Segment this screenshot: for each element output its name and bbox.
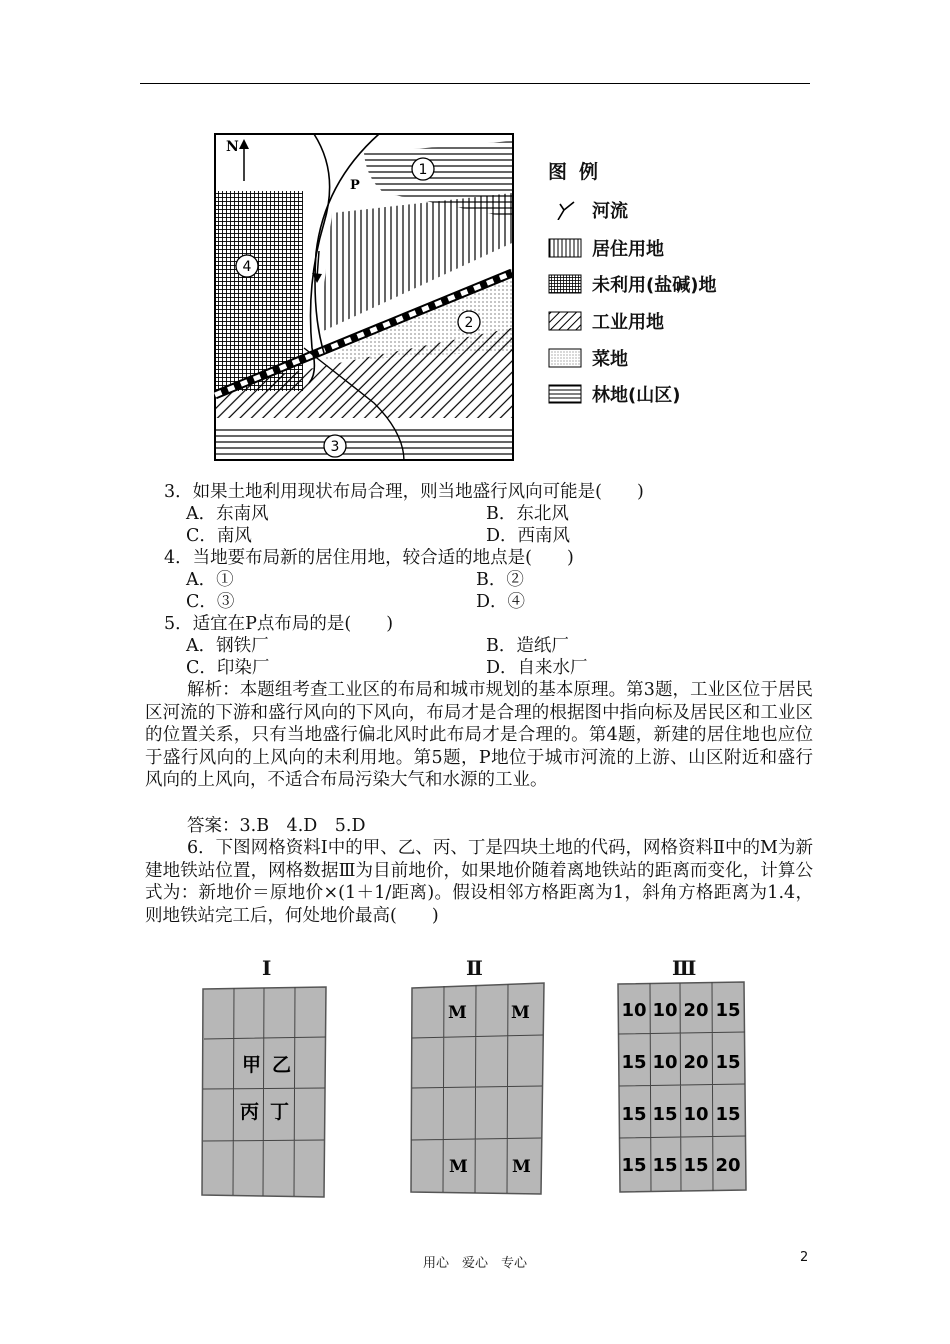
q4-option-d: D．④ (476, 592, 526, 612)
price-cell: 20 (683, 1052, 709, 1073)
footer-text: 用心 爱心 专心 (422, 1256, 527, 1271)
zone-3-area (215, 425, 513, 459)
price-cell: 15 (621, 1052, 647, 1073)
price-cell: 15 (621, 1155, 647, 1176)
q4-stem: 4．当地要布局新的居住用地，较合适的地点是( ) (164, 548, 574, 568)
north-label: N (226, 139, 239, 155)
q4-option-c: C．③ (186, 592, 235, 612)
q4-option-a: A．① (186, 570, 234, 590)
horizontal-hatch-icon (548, 384, 582, 404)
q5-option-a: A．钢铁厂 (186, 636, 269, 656)
legend-item-river: 河流 (548, 198, 628, 222)
legend-title: 图例 (548, 161, 611, 183)
metro-m-4: M (512, 1157, 531, 1177)
grid-3-title: Ⅲ (672, 956, 697, 980)
price-cell: 20 (715, 1155, 741, 1176)
q3-option-b: B．东北风 (486, 504, 569, 524)
metro-m-1: M (448, 1003, 467, 1023)
price-cell: 20 (683, 1000, 709, 1021)
price-cell: 10 (652, 1052, 678, 1073)
price-cell: 10 (621, 1000, 647, 1021)
page-number: 2 (800, 1250, 809, 1265)
price-cell: 15 (621, 1104, 647, 1125)
svg-text:2: 2 (464, 315, 474, 331)
grid-1-map (200, 985, 330, 1200)
grid-1-title: Ⅰ (262, 956, 272, 980)
q6-stem: 6．下图网格资料Ⅰ中的甲、乙、丙、丁是四块土地的代码，网格资料Ⅱ中的M为新建地铁站位置，网格数据Ⅲ为目前地价，如果地价随着离地铁站的距离而变化，计算公式为：新地价＝原地价×(1＋1/距离)。假设相邻方格距离为1，斜角方格距离为1.4，则地铁站完工后，何处地价最高( ) (145, 838, 813, 926)
answer-line: 答案：3.B 4.D 5.D (187, 816, 366, 836)
legend-item-vegetable: 菜地 (548, 346, 628, 370)
legend-item-industrial: 工业用地 (548, 309, 664, 333)
analysis-paragraph: 解析：本题组考查工业区的布局和城市规划的基本原理。第3题，工业区位于居民区河流的下游和盛行风向的下风向，布局才是合理的根据图中指向标及居民区和工业区的位置关系，只有当地盛行偏北风时此布局才是合理的。第4题，新建的居住地也应位于盛行风向的上风向的未利用地。第5题，P地位于城市河流的上游、山区附近和盛行风向的上风向，不适合布局污染大气和水源的工业。 (145, 680, 813, 790)
svg-text:4: 4 (242, 259, 252, 275)
q3-stem: 3．如果土地利用现状布局合理，则当地盛行风向可能是( ) (164, 482, 644, 502)
q5-stem: 5．适宜在P点布局的是( ) (164, 614, 394, 634)
dot-hatch-icon (548, 348, 582, 368)
q5-option-c: C．印染厂 (186, 658, 270, 678)
price-cell: 15 (683, 1155, 709, 1176)
river-legend-icon (548, 200, 582, 220)
legend-item-unused: 未利用(盐碱)地 (548, 272, 716, 296)
price-cell: 10 (683, 1104, 709, 1125)
price-cell: 15 (715, 1104, 741, 1125)
grid-3-map (614, 980, 750, 1200)
price-cell: 10 (652, 1000, 678, 1021)
land-use-map (214, 133, 514, 461)
svg-text:1: 1 (418, 162, 428, 178)
metro-m-3: M (449, 1157, 468, 1177)
q3-option-c: C．南风 (186, 526, 252, 546)
legend-item-forest: 林地(山区) (548, 382, 680, 406)
price-cell: 15 (715, 1000, 741, 1021)
header-rule (140, 83, 810, 84)
q4-option-b: B．② (476, 570, 524, 590)
diagonal-hatch-icon (548, 311, 582, 331)
price-cell: 15 (652, 1104, 678, 1125)
grid-2-title: Ⅱ (466, 956, 483, 980)
q3-option-a: A．东南风 (186, 504, 269, 524)
price-cell: 15 (652, 1155, 678, 1176)
cell-bing: 丙 (240, 1101, 260, 1123)
q5-option-d: D．自来水厂 (486, 658, 588, 678)
price-cell: 15 (715, 1052, 741, 1073)
grid-hatch-icon (548, 274, 582, 294)
q3-option-d: D．西南风 (486, 526, 571, 546)
cell-jia: 甲 (242, 1054, 262, 1076)
cell-yi: 乙 (272, 1054, 292, 1076)
svg-text:3: 3 (330, 439, 340, 455)
legend-item-residential: 居住用地 (548, 236, 664, 260)
vertical-hatch-icon (548, 238, 582, 258)
q5-option-b: B．造纸厂 (486, 636, 569, 656)
p-label: P (350, 178, 360, 193)
grid-2-map (408, 980, 548, 1200)
metro-m-2: M (511, 1003, 530, 1023)
cell-ding: 丁 (270, 1101, 290, 1123)
